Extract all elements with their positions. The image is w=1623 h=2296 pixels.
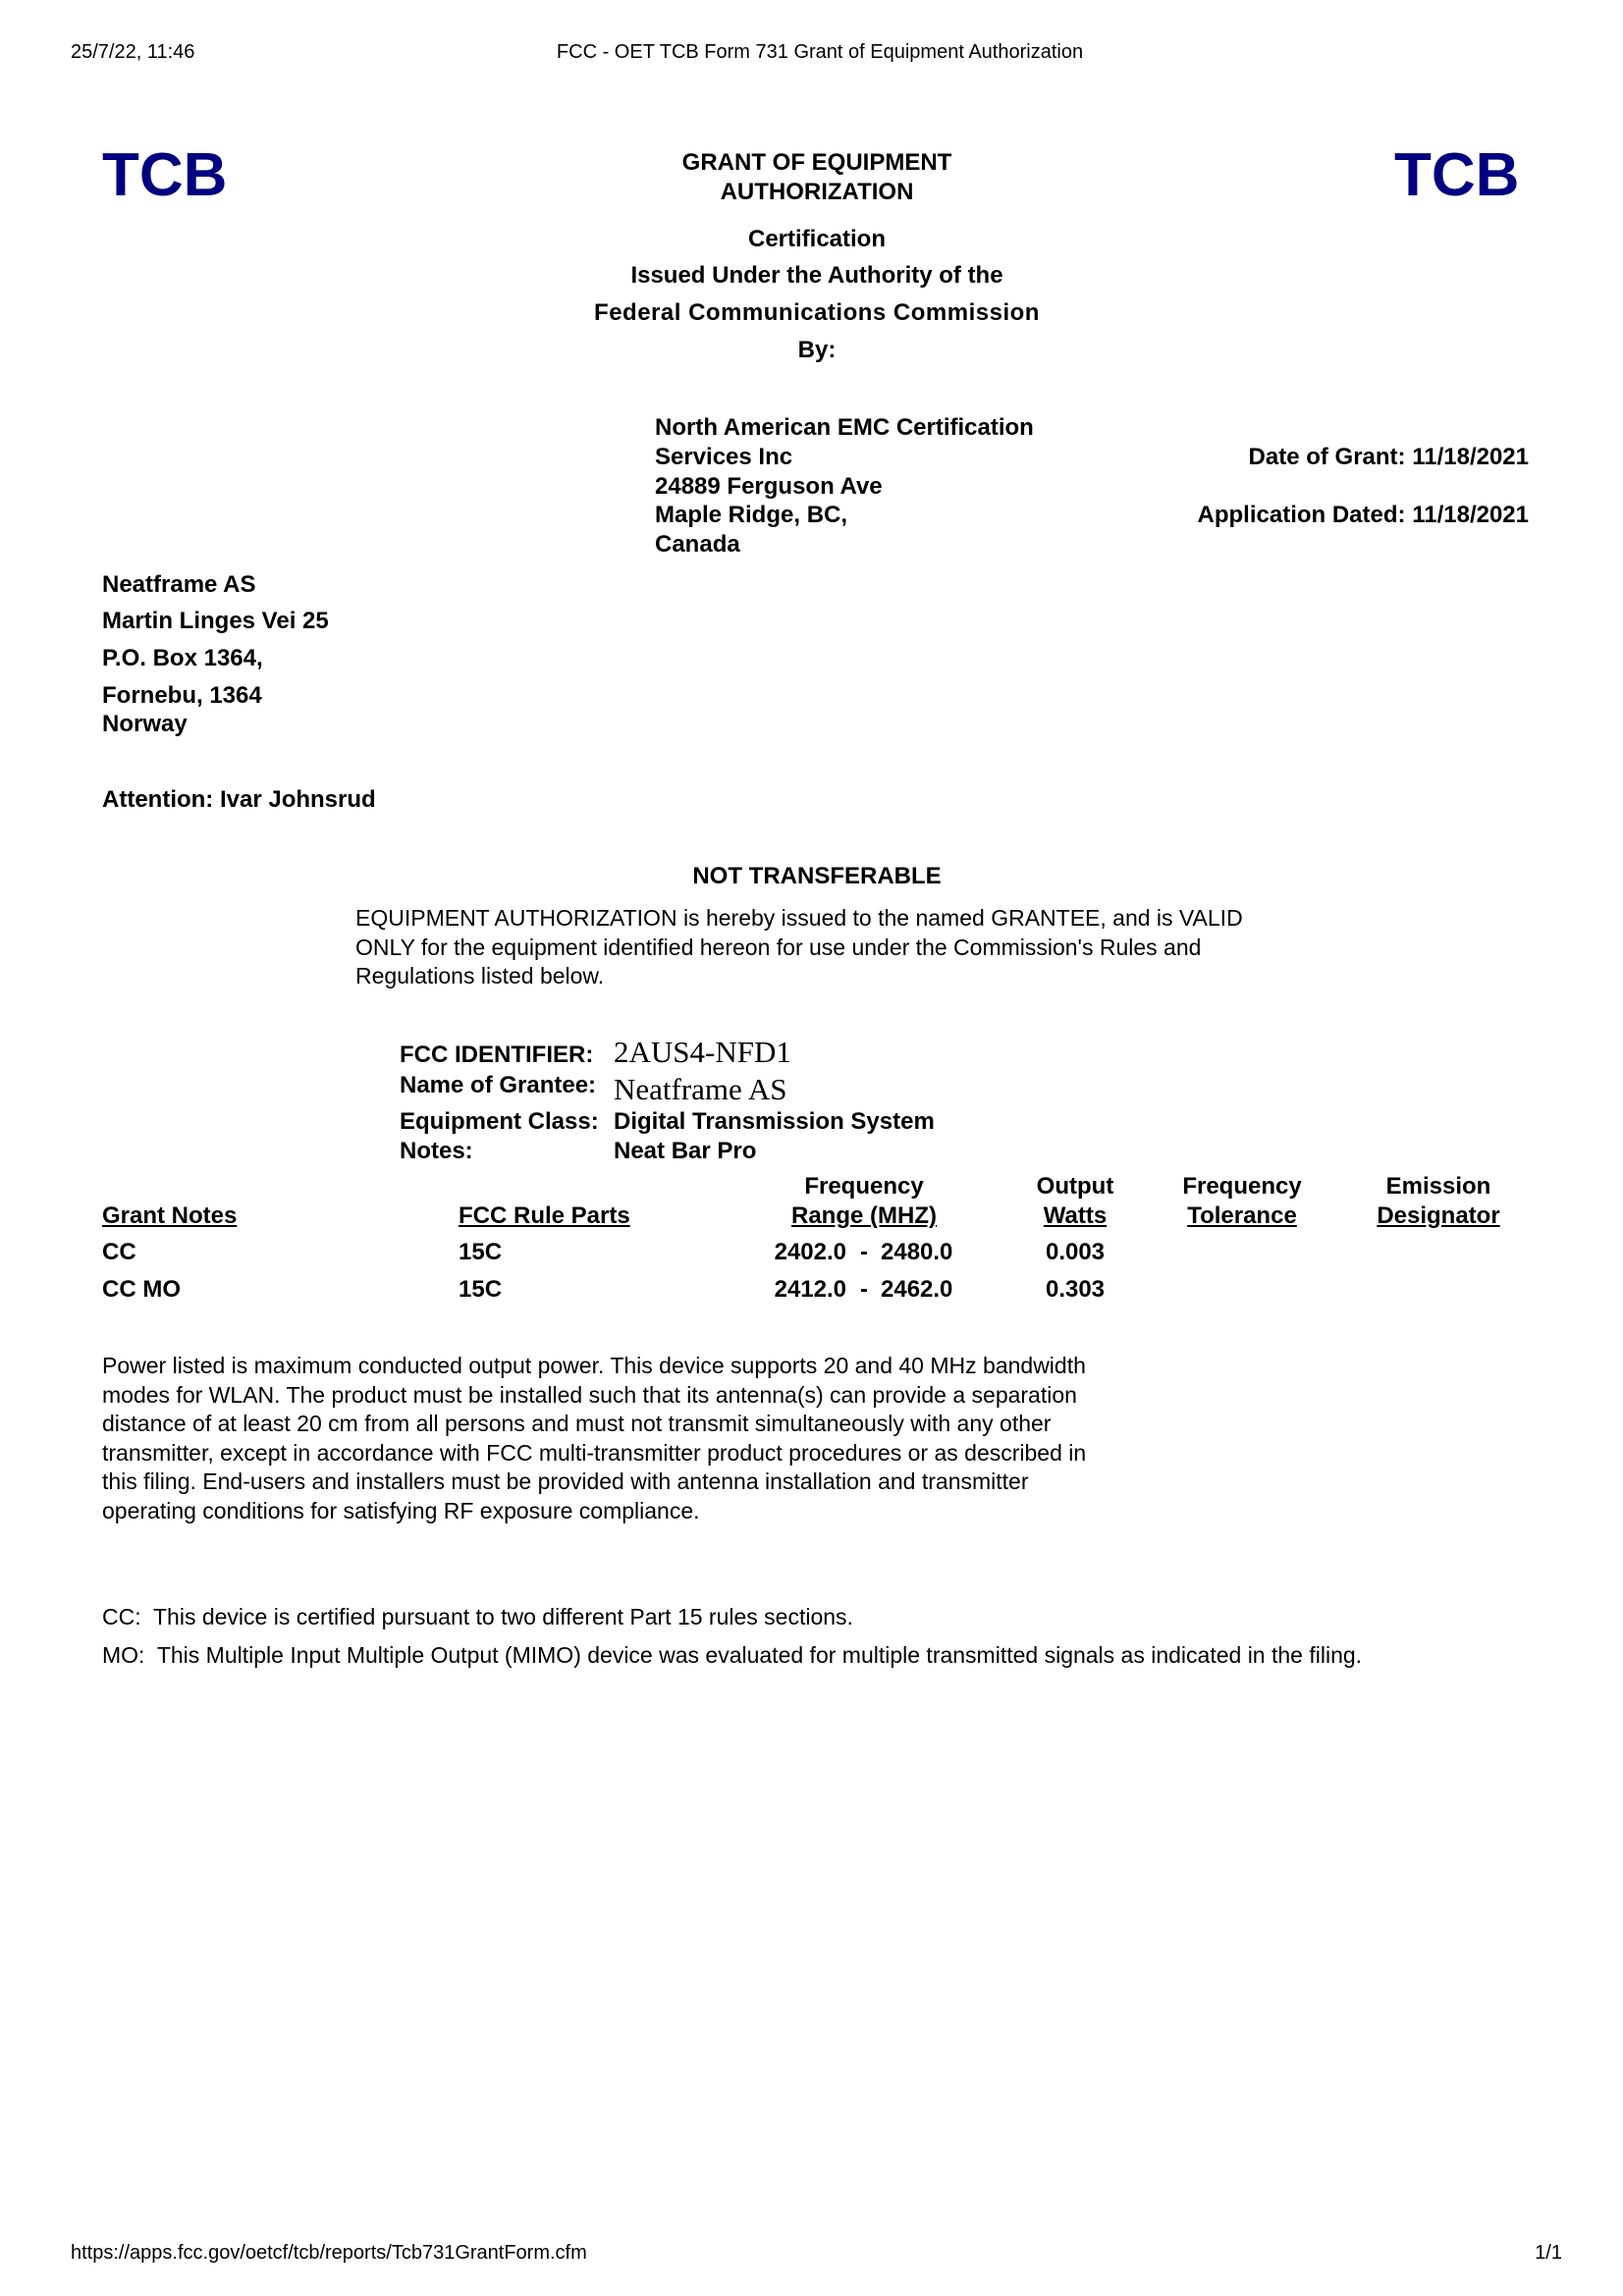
row1-grant-notes: CC bbox=[102, 1239, 136, 1265]
code-note-mo-text: This Multiple Input Multiple Output (MIMO) device was evaluated for multiple transmitted signals as indicated in the filing. bbox=[156, 1642, 1363, 1668]
header-rule-parts: FCC Rule Parts bbox=[459, 1202, 630, 1229]
notes-label: Notes: bbox=[400, 1138, 473, 1164]
certifier-street: 24889 Ferguson Ave bbox=[655, 473, 883, 500]
code-note-mo bbox=[102, 1642, 1362, 1669]
attention-value: Ivar Johnsrud bbox=[219, 786, 376, 813]
grantee-name-value: Neatframe AS bbox=[614, 1072, 787, 1106]
attention-line bbox=[102, 785, 376, 815]
power-note: Power listed is maximum conducted output power. This device supports 20 and 40 MHz bandwidth modes for WLAN. The product must be installed such that its antenna(s) can provide a separation distance of at least 20 cm from all persons and must not transmit simultaneously with any other transmitter, except in accordance with FCC multi-transmitter product procedures or as described in this filing. End-users and installers must be provided with antenna installation and transmitter operating conditions for satisfying RF exposure compliance. bbox=[102, 1353, 1087, 1523]
code-note-cc-code: CC: bbox=[102, 1604, 141, 1629]
equipment-class-label: Equipment Class: bbox=[400, 1108, 599, 1135]
grantee-name-label: Name of Grantee: bbox=[400, 1072, 597, 1098]
certifier-country: Canada bbox=[655, 531, 740, 558]
print-title: FCC - OET TCB Form 731 Grant of Equipment Authorization bbox=[556, 41, 1084, 63]
notes-value: Neat Bar Pro bbox=[614, 1138, 757, 1164]
fcc-id-label: FCC IDENTIFIER: bbox=[400, 1041, 594, 1068]
row2-freq-high: 2462.0 bbox=[881, 1276, 953, 1303]
tcb-logo-right: TCB bbox=[1394, 141, 1520, 209]
grantee-city: Fornebu, 1364 bbox=[102, 682, 262, 709]
header-tolerance-bottom: Tolerance bbox=[1187, 1202, 1297, 1229]
row1-rule-parts: 15C bbox=[459, 1239, 503, 1265]
code-note-mo-code: MO: bbox=[102, 1642, 145, 1668]
date-of-grant-label: Date of Grant: bbox=[1248, 444, 1406, 470]
commission-line: Federal Communications Commission bbox=[594, 299, 1040, 326]
print-footer-page: 1/1 bbox=[1535, 2242, 1562, 2264]
not-transferable-heading: NOT TRANSFERABLE bbox=[692, 863, 942, 889]
row2-rule-parts: 15C bbox=[459, 1276, 503, 1303]
grant-title-line1: GRANT OF EQUIPMENT bbox=[681, 149, 952, 176]
grantee-name: Neatframe AS bbox=[102, 571, 256, 598]
header-emission-top: Emission bbox=[1385, 1173, 1491, 1200]
tcb-logo-left: TCB bbox=[102, 141, 228, 209]
row1-output-watts: 0.003 bbox=[1045, 1239, 1106, 1265]
attention-label: Attention: bbox=[102, 786, 214, 813]
by-label: By: bbox=[797, 337, 837, 363]
date-of-grant-value: 11/18/2021 bbox=[1412, 444, 1529, 470]
equipment-class-value: Digital Transmission System bbox=[614, 1108, 935, 1135]
row1-freq-separator: - bbox=[860, 1239, 868, 1265]
application-dated-label: Application Dated: bbox=[1197, 502, 1406, 528]
grantee-street: Martin Linges Vei 25 bbox=[102, 608, 329, 634]
date-of-grant bbox=[1249, 443, 1529, 472]
print-datetime: 25/7/22, 11:46 bbox=[71, 41, 195, 63]
application-dated bbox=[1198, 501, 1529, 530]
grant-title-line2: AUTHORIZATION bbox=[720, 179, 914, 205]
header-freq-range-bottom: Range (MHZ) bbox=[791, 1202, 937, 1229]
certifier-city: Maple Ridge, BC, bbox=[655, 502, 848, 528]
authority-line: Issued Under the Authority of the bbox=[630, 262, 1003, 289]
authorization-statement: EQUIPMENT AUTHORIZATION is hereby issued to the named GRANTEE, and is VALID ONLY for the equipment identified hereon for use under the Commission's Rules and Regulations listed below. bbox=[355, 905, 1243, 988]
header-grant-notes: Grant Notes bbox=[102, 1202, 238, 1229]
row2-freq-separator: - bbox=[860, 1276, 868, 1303]
fcc-id-value: 2AUS4-NFD1 bbox=[614, 1035, 791, 1069]
header-output-top: Output bbox=[1036, 1173, 1114, 1200]
row2-freq-low: 2412.0 bbox=[774, 1276, 846, 1303]
header-tolerance-top: Frequency bbox=[1182, 1173, 1302, 1200]
certifier-name-line1: North American EMC Certification bbox=[655, 414, 1034, 441]
row1-freq-high: 2480.0 bbox=[881, 1239, 953, 1265]
grantee-po-box: P.O. Box 1364, bbox=[102, 645, 263, 671]
header-output-bottom: Watts bbox=[1043, 1202, 1108, 1229]
application-dated-value: 11/18/2021 bbox=[1412, 502, 1529, 528]
grantee-country: Norway bbox=[102, 711, 188, 737]
code-note-cc bbox=[102, 1604, 853, 1630]
header-emission-bottom: Designator bbox=[1377, 1202, 1500, 1229]
row2-grant-notes: CC MO bbox=[102, 1276, 181, 1303]
code-note-cc-text: This device is certified pursuant to two different Part 15 rules sections. bbox=[153, 1604, 853, 1629]
row1-freq-low: 2402.0 bbox=[774, 1239, 846, 1265]
row2-output-watts: 0.303 bbox=[1045, 1276, 1106, 1303]
certification-label: Certification bbox=[747, 226, 886, 252]
print-footer-url[interactable]: https://apps.fcc.gov/oetcf/tcb/reports/Tcb731GrantForm.cfm bbox=[71, 2242, 587, 2264]
certifier-name-line2: Services Inc bbox=[655, 444, 793, 470]
header-freq-range-top: Frequency bbox=[804, 1173, 924, 1200]
